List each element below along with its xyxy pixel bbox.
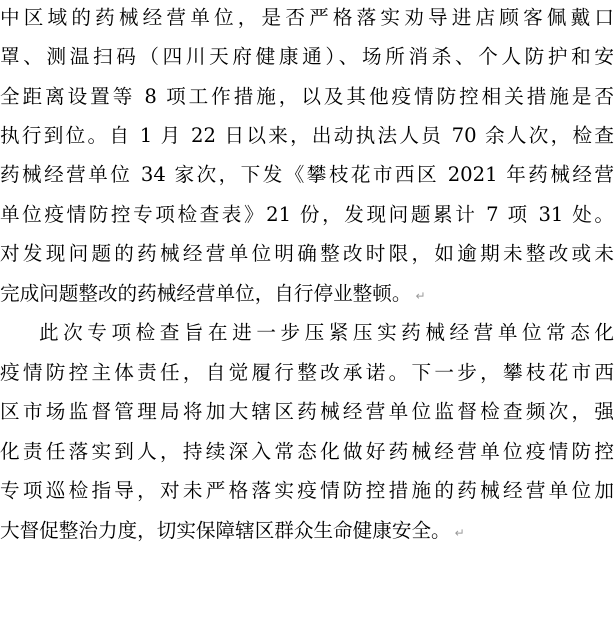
paragraph-mark-icon: ↵ xyxy=(415,289,426,303)
text-line: 区市场监督管理局将加大辖区药械经营单位监督检查频次，强 xyxy=(0,400,614,423)
text-line: 药械经营单位 34 家次，下发《攀枝花市西区 2021 年药械经营 xyxy=(0,163,614,186)
text-line: 中区域的药械经营单位，是否严格落实劝导进店顾客佩戴口 xyxy=(0,6,614,29)
text-line xyxy=(0,513,614,549)
text-line: 执行到位。自 1 月 22 日以来，出动执法人员 70 余人次，检查 xyxy=(0,124,614,147)
text-line: 专项巡检指导，对未严格落实疫情防控措施的药械经营单位加 xyxy=(0,479,614,502)
text-line: 罩、测温扫码（四川天府健康通）、场所消杀、个人防护和安 xyxy=(0,45,614,68)
text-line: 全距离设置等 8 项工作措施，以及其他疫情防控相关措施是否 xyxy=(0,85,614,108)
text-line: 化责任落实到人，持续深入常态化做好药械经营单位疫情防控 xyxy=(0,440,614,463)
text-line: 单位疫情防控专项检查表》21 份，发现问题累计 7 项 31 处。 xyxy=(0,203,614,226)
text-line-content: 完成问题整改的药械经营单位，自行停业整顿。 xyxy=(0,282,412,305)
paragraph-mark-icon: ↵ xyxy=(454,526,465,540)
text-line: 对发现问题的药械经营单位明确整改时限，如逾期未整改或未 xyxy=(0,242,614,265)
text-line xyxy=(0,276,614,312)
text-line-content: 大督促整治力度，切实保障辖区群众生命健康安全。 xyxy=(0,519,451,542)
text-line: 疫情防控主体责任，自觉履行整改承诺。下一步，攀枝花市西 xyxy=(0,361,614,384)
text-line: 此次专项检查旨在进一步压紧压实药械经营单位常态化 xyxy=(39,321,614,344)
